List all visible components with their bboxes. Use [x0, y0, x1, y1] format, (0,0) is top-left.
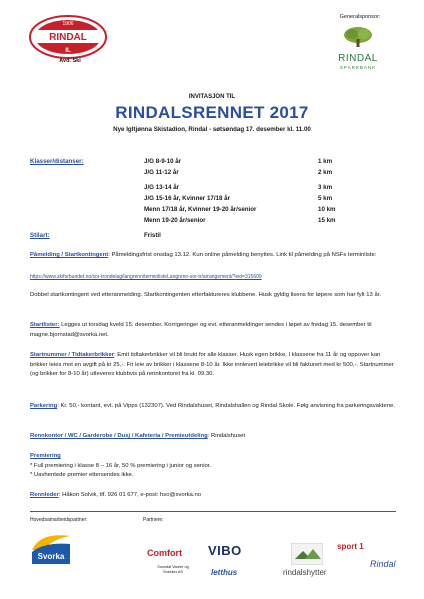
class-name: J/G 8-9-10 år: [144, 158, 182, 165]
partner-logo-comfort: Comfort: [147, 548, 182, 558]
bib-label: Startnummer / Tidtakerbrikker: [30, 352, 115, 358]
partner-logo-sunndal: Sunndal Vareer og Snekker AS: [157, 565, 189, 574]
style-label: Stilart:: [30, 232, 50, 239]
partners-label: Partnere:: [143, 517, 164, 523]
prizes-line: * Full premiering i klasse 8 – 16 år, 50 % premiering i junior og senior.: [30, 462, 212, 469]
svorka-logo: [30, 530, 72, 566]
class-distance: 3 km: [318, 184, 333, 191]
prizes-section: [30, 452, 396, 481]
double-fee-text: Dobbel startkontingent ved etteranmelding. Startkontingenten etterfaktureres klubbene. Husk gyldig lisens for løpere som har fylt 13 år.: [30, 292, 382, 298]
club-logo: [28, 14, 108, 60]
parking-text: : Kr. 50,- kontant, evt. på Vipps (132307). Ved Rindalshuset, Rindalshallen og Rindal Skole. Følg anvisning fra parkeringsvaktene.: [57, 403, 396, 409]
parking-label: Parkering: [30, 403, 58, 409]
sponsor-tree-icon: [342, 26, 374, 48]
style-value: Fristil: [144, 232, 161, 239]
prizes-label: Premiering: [30, 453, 61, 459]
svorka-name: Svorka: [37, 552, 65, 561]
venue-line: Nye Igltjønna Skistadion, Rindal - søtsøndag 17. desember kl. 11.00: [113, 126, 311, 133]
partner-logo-rindalshytter: rindalshytter: [283, 568, 327, 577]
club-name: RINDAL: [49, 32, 87, 43]
club-letters: IL: [65, 48, 71, 54]
registration-text: : Påmeldingsfrist onsdag 13.12. Kun online påmelding benyttes. Link til påmelding på NSFs terminliste:: [108, 252, 377, 258]
bib-section: [30, 351, 396, 380]
class-name: Menn 19-20 år/senior: [144, 217, 206, 224]
classes-label: Klasser/distanser:: [30, 158, 84, 165]
leader-section: [30, 491, 396, 501]
class-distance: 1 km: [318, 158, 333, 165]
club-subtitle: Avd. Ski: [59, 58, 81, 64]
class-distance: 15 km: [318, 217, 336, 224]
invitation-label: INVITASJON TIL: [188, 94, 236, 100]
partner-logo-letthus: letthus: [211, 568, 238, 577]
sponsor-label: Generalsponsor:: [339, 14, 381, 20]
class-distance: 10 km: [318, 206, 336, 213]
registration-section: [30, 251, 396, 261]
partner-logo-sport1: sport 1: [337, 542, 364, 551]
club-year: 1906: [62, 21, 74, 27]
divider: [30, 511, 396, 512]
class-name: Menn 17/18 år, Kvinner 19-20 år/senior: [144, 206, 257, 213]
registration-link[interactable]: https://www.skiforbundet.no/sor-trondelag/langrenn/terminlisteLangrenn-sor-tr/arrangement/?eid=315609: [30, 274, 262, 280]
main-partner-label: Hovedsamarbeidspartner:: [30, 517, 88, 523]
event-title: RINDALSRENNET 2017: [115, 103, 309, 122]
partner-logo-rindal: Rindal: [370, 559, 396, 569]
bib-text: : Emit tidtakerbrikker vil bli brukt for alle klasser. Husk egen brikke. I klassene fra 11 år og oppover kan brikker leies mot en avgift på kr 25,-. Fri leie av brikker i klassene 8-10 år. Ikke innlevert leiebrikke vil bli fakturert med kr 500,-. Startnummer (og brikker for 8-10 år) utleveres klubbvis på rennkontoret fra kl. 09.30.: [30, 352, 394, 378]
parking-section: [30, 402, 396, 412]
class-distance: 5 km: [318, 195, 333, 202]
leader-label: Rennleder: [30, 492, 59, 498]
sponsor-name: RINDAL: [338, 53, 378, 64]
office-section: [30, 432, 396, 442]
partner-logo-rindalshytter-badge: [291, 543, 323, 565]
class-name: J/G 13-14 år: [144, 184, 180, 191]
office-label: Rennkontor / WC / Garderobe / Dusj / Kafeteria / Premieutdeling: [30, 433, 208, 439]
office-text: : Rindalshuset: [207, 433, 246, 439]
class-distance: 2 km: [318, 169, 333, 176]
class-name: J/G 11-12 år: [144, 169, 179, 176]
leader-text: : Håkon Solvik, tlf. 926 01 677, e-post: hso@svorka.no: [58, 492, 202, 498]
class-name: J/G 15-16 år, Kvinner 17/18 år: [144, 195, 230, 202]
partner-logo-vibo: VIBO: [208, 543, 242, 558]
sponsor-bank: SPAREBANK: [339, 65, 377, 70]
startlist-label: Startlister:: [30, 322, 60, 328]
prizes-line: * Uavhentede premier ettersendes ikke.: [30, 472, 134, 479]
registration-link-row: [30, 273, 396, 283]
startlist-text: Legges ut torsdag kveld 15. desember. Korrigeringer og evt. etteranmeldinger sendes i løpet av fredag 15. desember til magne.bjornstad@svorka.net.: [30, 322, 372, 338]
registration-label: Påmelding / Startkontingent: [30, 252, 109, 258]
startlist-section: [30, 321, 396, 340]
